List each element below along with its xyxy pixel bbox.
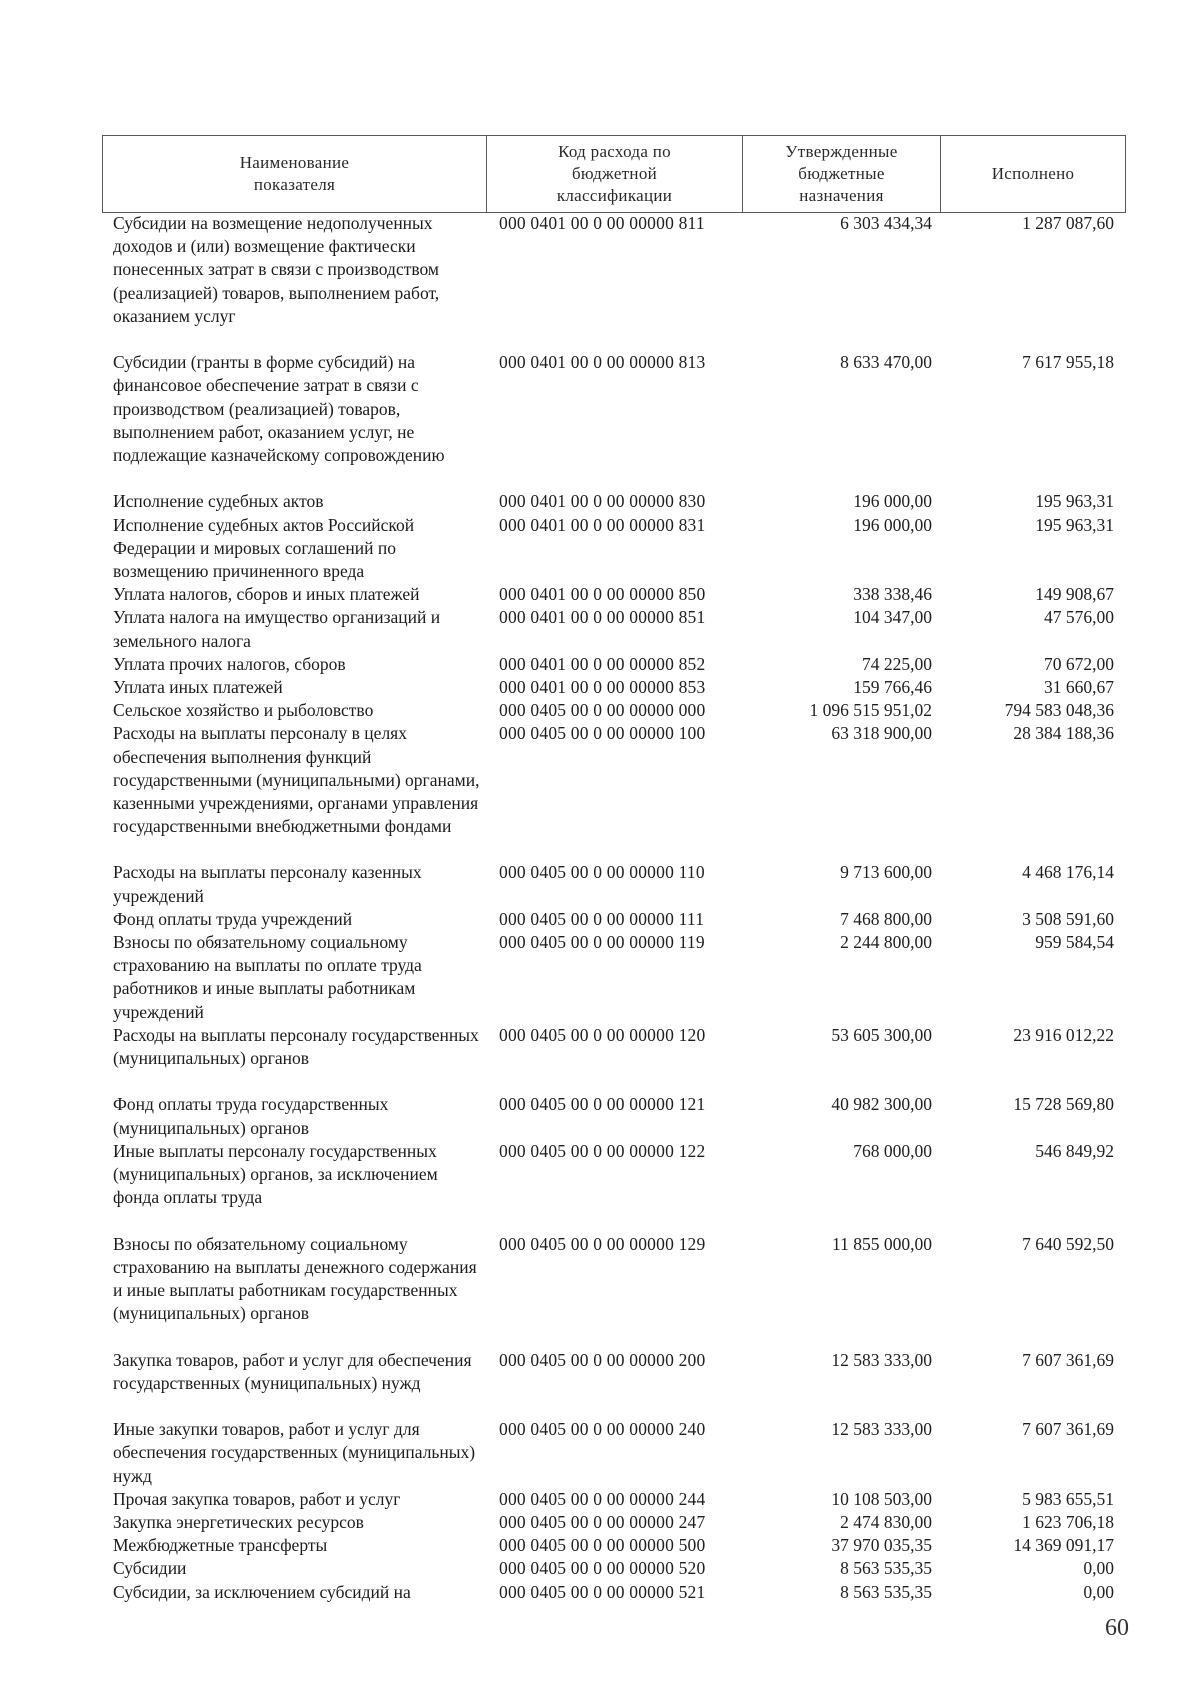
row-code: 000 0405 00 0 00 00000 100 [499, 723, 706, 744]
row-executed: 15 728 569,80 [1013, 1094, 1114, 1115]
row-code: 000 0405 00 0 00 00000 247 [499, 1512, 706, 1533]
row-name: Субсидии [113, 1558, 187, 1579]
row-approved: 104 347,00 [853, 607, 932, 628]
row-approved: 12 583 333,00 [831, 1419, 932, 1440]
table-row [0, 606, 1200, 652]
row-name: Иные закупки товаров, работ и услуг для обеспечения государственных (муниципальных) нужд [113, 1419, 476, 1486]
table-row [0, 351, 1200, 490]
row-executed: 31 660,67 [1044, 676, 1114, 697]
header-executed-column: Исполнено [991, 164, 1075, 183]
row-name: Расходы на выплаты персоналу казенных учреждений [113, 862, 422, 906]
row-code: 000 0405 00 0 00 00000 240 [499, 1419, 706, 1440]
row-approved: 768 000,00 [853, 1140, 932, 1161]
row-name: Исполнение судебных актов Российской Федерации и мировых соглашений по возмещению причиненного вреда [113, 514, 415, 581]
row-executed: 546 849,92 [1035, 1140, 1114, 1161]
row-executed: 7 607 361,69 [1022, 1419, 1114, 1440]
row-approved: 12 583 333,00 [831, 1349, 932, 1370]
row-approved: 7 468 800,00 [840, 908, 932, 929]
row-executed: 3 508 591,60 [1022, 908, 1114, 929]
table-row [0, 908, 1200, 931]
row-code: 000 0405 00 0 00 00000 000 [499, 700, 706, 721]
row-executed: 28 384 188,36 [1013, 723, 1114, 744]
table-row [0, 490, 1200, 513]
row-approved: 37 970 035,35 [831, 1535, 932, 1556]
row-executed: 4 468 176,14 [1022, 862, 1114, 883]
row-executed: 794 583 048,36 [1004, 700, 1114, 721]
row-executed: 1 287 087,60 [1022, 213, 1114, 233]
row-name: Уплата налогов, сборов и иных платежей [113, 584, 420, 605]
row-name: Субсидии, за исключением субсидий на [113, 1581, 411, 1602]
row-code: 000 0401 00 0 00 00000 853 [499, 676, 706, 697]
row-code: 000 0401 00 0 00 00000 851 [499, 607, 706, 628]
row-executed: 195 963,31 [1035, 491, 1114, 512]
page-number: 60 [1105, 1615, 1129, 1641]
row-name: Уплата налога на имущество организаций и земельного налога [113, 607, 441, 651]
row-code: 000 0405 00 0 00 00000 129 [499, 1233, 706, 1254]
row-approved: 2 474 830,00 [840, 1512, 932, 1533]
row-approved: 2 244 800,00 [840, 932, 932, 953]
row-code: 000 0401 00 0 00 00000 830 [499, 491, 706, 512]
row-executed: 1 623 706,18 [1022, 1512, 1114, 1533]
row-code: 000 0401 00 0 00 00000 811 [499, 213, 705, 233]
table-row [0, 699, 1200, 722]
row-code: 000 0405 00 0 00 00000 119 [499, 932, 705, 953]
row-code: 000 0405 00 0 00 00000 121 [499, 1094, 706, 1115]
row-executed: 7 617 955,18 [1022, 352, 1114, 373]
row-executed: 0,00 [1083, 1558, 1114, 1579]
row-approved: 40 982 300,00 [831, 1094, 932, 1115]
row-approved: 9 713 600,00 [840, 862, 932, 883]
row-code: 000 0405 00 0 00 00000 200 [499, 1349, 706, 1370]
row-approved: 8 563 535,35 [840, 1581, 932, 1602]
table-row [0, 1093, 1200, 1139]
row-name: Расходы на выплаты персоналу в целях обеспечения выполнения функций государственными (муниципальными) органами, казенными учреждениями, органами управления государственными внебюджетными фондами [113, 723, 480, 837]
row-name: Межбюджетные трансферты [113, 1535, 328, 1556]
row-approved: 196 000,00 [853, 491, 932, 512]
row-code: 000 0405 00 0 00 00000 500 [499, 1535, 706, 1556]
row-name: Закупка энергетических ресурсов [113, 1512, 364, 1533]
row-approved: 1 096 515 951,02 [809, 700, 932, 721]
row-name: Сельское хозяйство и рыболовство [113, 700, 374, 721]
row-approved: 10 108 503,00 [831, 1488, 932, 1509]
row-name: Уплата иных платежей [113, 676, 283, 697]
row-executed: 149 908,67 [1035, 584, 1114, 605]
header-approved-column: Утвержденные бюджетные назначения [743, 136, 941, 212]
row-executed: 7 607 361,69 [1022, 1349, 1114, 1370]
row-executed: 5 983 655,51 [1022, 1488, 1114, 1509]
row-code: 000 0401 00 0 00 00000 850 [499, 584, 706, 605]
row-approved: 11 855 000,00 [832, 1233, 932, 1254]
row-name: Уплата прочих налогов, сборов [113, 653, 346, 674]
row-code: 000 0405 00 0 00 00000 521 [499, 1581, 706, 1602]
header-code-column: Код расхода по бюджетной классификации [487, 136, 743, 212]
row-name: Субсидии на возмещение недополученных доходов и (или) возмещение фактически понесенных затрат в связи с производством (реализацией) товаров, выполнением работ, оказанием услуг [113, 213, 440, 326]
row-executed: 70 672,00 [1044, 653, 1114, 674]
row-approved: 8 563 535,35 [840, 1558, 932, 1579]
row-name: Взносы по обязательному социальному страхованию на выплаты денежного содержания и иные выплаты работникам государственных (муниципальных) органов [113, 1233, 477, 1324]
table-row [0, 861, 1200, 907]
table-row [0, 676, 1200, 699]
row-approved: 8 633 470,00 [840, 352, 932, 373]
row-name: Прочая закупка товаров, работ и услуг [113, 1488, 401, 1509]
row-code: 000 0405 00 0 00 00000 520 [499, 1558, 706, 1579]
row-name: Расходы на выплаты персоналу государственных (муниципальных) органов [113, 1024, 479, 1069]
row-name: Взносы по обязательному социальному страхованию на выплаты по оплате труда работников и иные выплаты работникам учреждений [113, 932, 422, 1022]
row-approved: 53 605 300,00 [831, 1024, 932, 1045]
row-executed: 14 369 091,17 [1013, 1535, 1114, 1556]
row-code: 000 0401 00 0 00 00000 831 [499, 514, 706, 535]
table-row [0, 514, 1200, 584]
row-name: Закупка товаров, работ и услуг для обеспечения государственных (муниципальных) нужд [113, 1349, 472, 1393]
table-row [0, 1488, 1200, 1511]
table-row [0, 931, 1200, 1024]
row-executed: 7 640 592,50 [1022, 1233, 1114, 1254]
table-row [0, 1534, 1200, 1557]
table-row [0, 1557, 1200, 1580]
row-code: 000 0405 00 0 00 00000 244 [499, 1488, 706, 1509]
row-code: 000 0405 00 0 00 00000 110 [499, 862, 705, 883]
row-approved: 63 318 900,00 [831, 723, 932, 744]
table-row [0, 653, 1200, 676]
row-executed: 959 584,54 [1035, 932, 1114, 953]
table-row [0, 1418, 1200, 1488]
row-code: 000 0405 00 0 00 00000 122 [499, 1140, 706, 1161]
table-row [0, 1581, 1200, 1604]
row-code: 000 0405 00 0 00 00000 120 [499, 1024, 706, 1045]
row-code: 000 0401 00 0 00 00000 813 [499, 352, 706, 373]
row-name: Иные выплаты персоналу государственных (муниципальных) органов, за исключением фонда оплаты труда [113, 1140, 438, 1208]
table-body [0, 212, 1200, 1604]
row-name: Фонд оплаты труда государственных (муниципальных) органов [113, 1094, 389, 1138]
row-approved: 196 000,00 [853, 514, 932, 535]
row-code: 000 0401 00 0 00 00000 852 [499, 653, 706, 674]
row-name: Фонд оплаты труда учреждений [113, 908, 353, 929]
row-executed: 0,00 [1083, 1581, 1114, 1602]
table-row [0, 212, 1200, 351]
row-approved: 74 225,00 [862, 653, 932, 674]
table-row [0, 1140, 1200, 1233]
row-code: 000 0405 00 0 00 00000 111 [499, 908, 705, 929]
row-name: Исполнение судебных актов [113, 491, 324, 512]
header-name-column: Наименование показателя [103, 136, 487, 212]
table-row [0, 1511, 1200, 1534]
row-approved: 159 766,46 [853, 676, 932, 697]
row-executed: 47 576,00 [1044, 607, 1114, 628]
row-name: Субсидии (гранты в форме субсидий) на финансовое обеспечение затрат в связи с производством (реализацией) товаров, выполнением работ, оказанием услуг, не подлежащие казначейскому сопровождению [113, 352, 445, 465]
row-executed: 195 963,31 [1035, 514, 1114, 535]
table-row [0, 722, 1200, 861]
row-approved: 6 303 434,34 [840, 213, 932, 233]
table-row [0, 1024, 1200, 1094]
table-row [0, 1233, 1200, 1349]
row-executed: 23 916 012,22 [1013, 1024, 1114, 1045]
table-header [102, 135, 1126, 213]
table-row [0, 1349, 1200, 1419]
table-row [0, 583, 1200, 606]
row-approved: 338 338,46 [853, 584, 932, 605]
